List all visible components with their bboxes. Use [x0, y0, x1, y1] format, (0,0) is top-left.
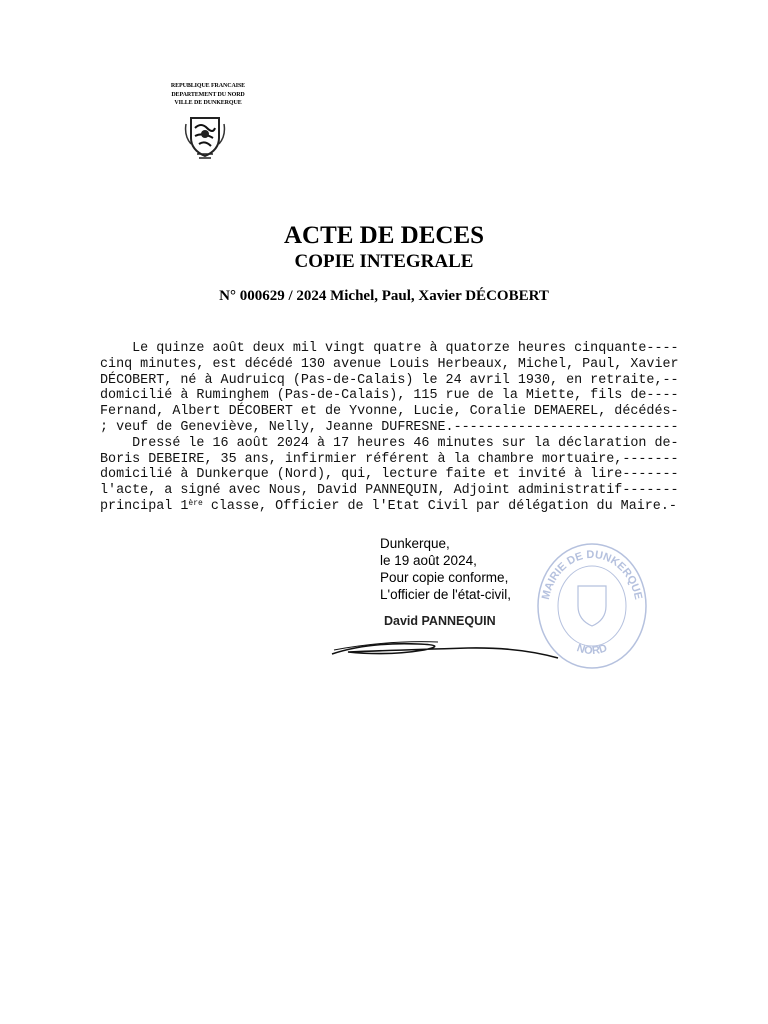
document-subtitle: COPIE INTEGRALE [294, 251, 474, 272]
body-line: domicilié à Ruminghem (Pas-de-Calais), 115 rue de la Miette, fils de---- [100, 388, 679, 404]
body-line: domicilié à Dunkerque (Nord), qui, lecture faite et invité à lire------- [100, 467, 679, 483]
body-last-superscript: ère [188, 498, 203, 508]
coat-of-arms-icon [183, 114, 227, 160]
closing-officer: L'officier de l'état-civil, [380, 587, 511, 602]
closing-city: Dunkerque, [380, 536, 450, 551]
closing-block [380, 535, 511, 603]
act-body-text [100, 341, 696, 515]
body-line: Dressé le 16 août 2024 à 17 heures 46 minutes sur la déclaration de- [100, 435, 679, 451]
stamp-bottom-text: NORD [575, 642, 609, 658]
official-seal-stamp [534, 540, 650, 670]
body-line-last [100, 499, 696, 515]
issuer-header [150, 82, 266, 108]
body-line: Boris DEBEIRE, 35 ans, infirmier référent à la chambre mortuaire,------- [100, 451, 679, 467]
body-last-before: principal 1 [100, 498, 189, 514]
body-line: cinq minutes, est décédé 130 avenue Louis Herbeaux, Michel, Paul, Xavier [100, 356, 679, 372]
stamp-top-text: MAIRIE DE DUNKERQUE [539, 548, 645, 601]
body-last-after: classe, Officier de l'Etat Civil par délégation du Maire.- [202, 498, 677, 514]
signer-name: David PANNEQUIN [384, 614, 496, 628]
header-ville: VILLE DE DUNKERQUE [174, 100, 242, 106]
document-reference: N° 000629 / 2024 Michel, Paul, Xavier DÉCOBERT [219, 288, 549, 304]
body-line: DÉCOBERT, né à Audruicq (Pas-de-Calais) le 24 avril 1930, en retraite,-- [100, 372, 679, 388]
handwritten-signature [328, 630, 568, 670]
body-line: Fernand, Albert DÉCOBERT et de Yvonne, Lucie, Coralie DEMAEREL, décédés- [100, 404, 679, 420]
body-line: ; veuf de Geneviève, Nelly, Jeanne DUFRESNE.---------------------------- [100, 419, 679, 435]
body-line: Le quinze août deux mil vingt quatre à quatorze heures cinquante---- [100, 341, 679, 356]
closing-certified: Pour copie conforme, [380, 570, 509, 585]
document-title: ACTE DE DECES [283, 222, 485, 249]
closing-date: le 19 août 2024, [380, 553, 477, 568]
header-republique: REPUBLIQUE FRANCAISE [170, 83, 246, 89]
body-line: l'acte, a signé avec Nous, David PANNEQUIN, Adjoint administratif------- [100, 483, 679, 499]
header-departement: DEPARTEMENT DU NORD [171, 91, 245, 98]
